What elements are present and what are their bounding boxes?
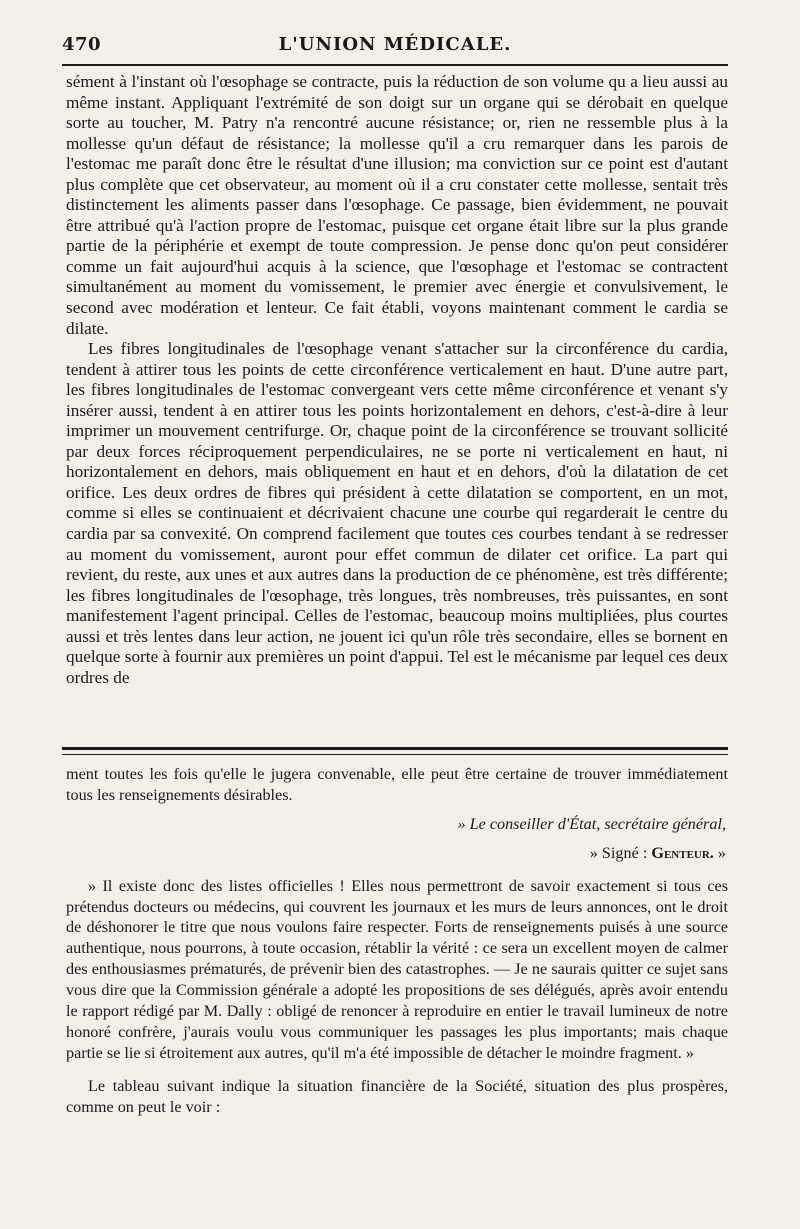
signed-prefix: » Signé : — [589, 843, 648, 862]
closing-paragraph: Le tableau suivant indique la situation financière de la Société, situation des plus prospères, comme on peut le voir : — [66, 1076, 728, 1116]
section-divider — [62, 747, 728, 755]
header-rule — [62, 64, 728, 66]
page-header — [62, 30, 728, 60]
body-paragraph: Les fibres longitudinales de l'œsophage venant s'attacher sur la circonférence du cardia, tendent à attirer tous les points de cette circonférence verticalement en haut. D'une autre part, les fibres longitudinales de l'estomac convergeant vers cette même circonférence et venant s'y insérer aussi, tendent à en attirer tous les points horizontalement en dehors, c'est-à-dire à leur imprimer un mouvement centrifurge. Or, chaque point de la circonférence se trouvant sollicité par deux forces réciproquement perpendiculaires, ne se porte ni verticalement en haut, ni horizontalement en dehors, mais obliquement en haut et en dehors, d'où la dilatation de cet orifice. Les deux ordres de fibres qui président à cette dilatation se comportent, en un mot, comme si elles se continuaient et décrivaient chacune une courbe qui regarderait le centre du cardia par sa convexité. On comprend facilement que toutes ces courbes tendant à se redresser au moment du vomissement, auront pour effet commun de dilater cet orifice. La part qui revient, du reste, aux unes et aux autres dans la production de ce phénomène, est très différente; les fibres longitudinales de l'œsophage, très longues, très nombreuses, très puissantes, en sont manifestement l'agent principal. Celles de l'estomac, beaucoup moins multipliées, plus courtes aussi et très lentes dans leur action, ne jouent ici qu'un rôle très secondaire, elles se bornent en quelque sorte à fournir aux premières un point d'appui. Tel est le mécanisme par lequel ces deux ordres de — [66, 339, 728, 687]
signature-title: » Le conseiller d'État, secrétaire général, — [457, 814, 726, 833]
signer-name: Genteur. — [651, 843, 714, 862]
page-number: 470 — [62, 34, 102, 55]
body-paragraph: sément à l'instant où l'œsophage se contracte, puis la réduction de son volume qu a lieu aussi au même instant. Appliquant l'extrémité de son doigt sur un organe qui se dérobait en quelque sorte au toucher, M. Patry n'a rencontré aucune résistance; or, rien ne ressemble plus à la mollesse qu'un défaut de résistance; la mollesse qu'il a cru remarquer dans les parois de l'estomac me paraît donc être le résultat d'une illusion; ma conviction sur ce point est d'autant plus complète que cet observateur, au moment où il a cru constater cette mollesse, sentait très distinctement les aliments passer dans l'œsophage. Ce passage, bien évidemment, ne pouvait être attribué qu'à l'action propre de l'estomac, puisque cet organe était libre sur la plus grande partie de la périphérie et exempt de toute compression. Je pense donc qu'on peut considérer comme un fait aujourd'hui acquis à la science, que l'œsophage et l'estomac se contractent simultanément au moment du vomissement, le premier avec énergie et convulsivement, le second avec modération et lenteur. Ce fait établi, voyons maintenant comment le cardia se dilate. — [66, 72, 728, 338]
running-title: L'UNION MÉDICALE. — [278, 34, 512, 55]
quoted-letter — [66, 764, 728, 1118]
signed-suffix: » — [717, 843, 726, 862]
quote-opening: ment toutes les fois qu'elle le jugera convenable, elle peut être certaine de trouver immédiatement tous les renseignements désirables. — [66, 765, 728, 804]
quote-paragraph: » Il existe donc des listes officielles ! Elles nous permettront de savoir exactement si tous ces prétendus docteurs ou médecins, qui couvrent les journaux et les murs de leurs annonces, ont le droit de déshonorer le titre que nous voulons faire respecter. Forts de renseignements puisés à une source authentique, nous pourrons, à toute occasion, rétablir la vérité : ce sera un excellent moyen de calmer des enthousiasmes prématurés, de prévenir bien des catastrophes. — Je ne saurais quitter ce sujet sans vous dire que la Commission générale a adopté les propositions de ses délégués, après avoir entendu le rapport rédigé par M. Dally : obligé de renoncer à reproduire en entier le travail lumineux de notre honoré confrère, j'aurais voulu vous communiquer les passages les plus importants; mais chaque partie se lie si étroitement aux autres, qu'il m'a été impossible de détacher le moindre fragment. » — [66, 876, 728, 1062]
signature-line — [66, 843, 728, 864]
main-text-column — [66, 72, 728, 688]
